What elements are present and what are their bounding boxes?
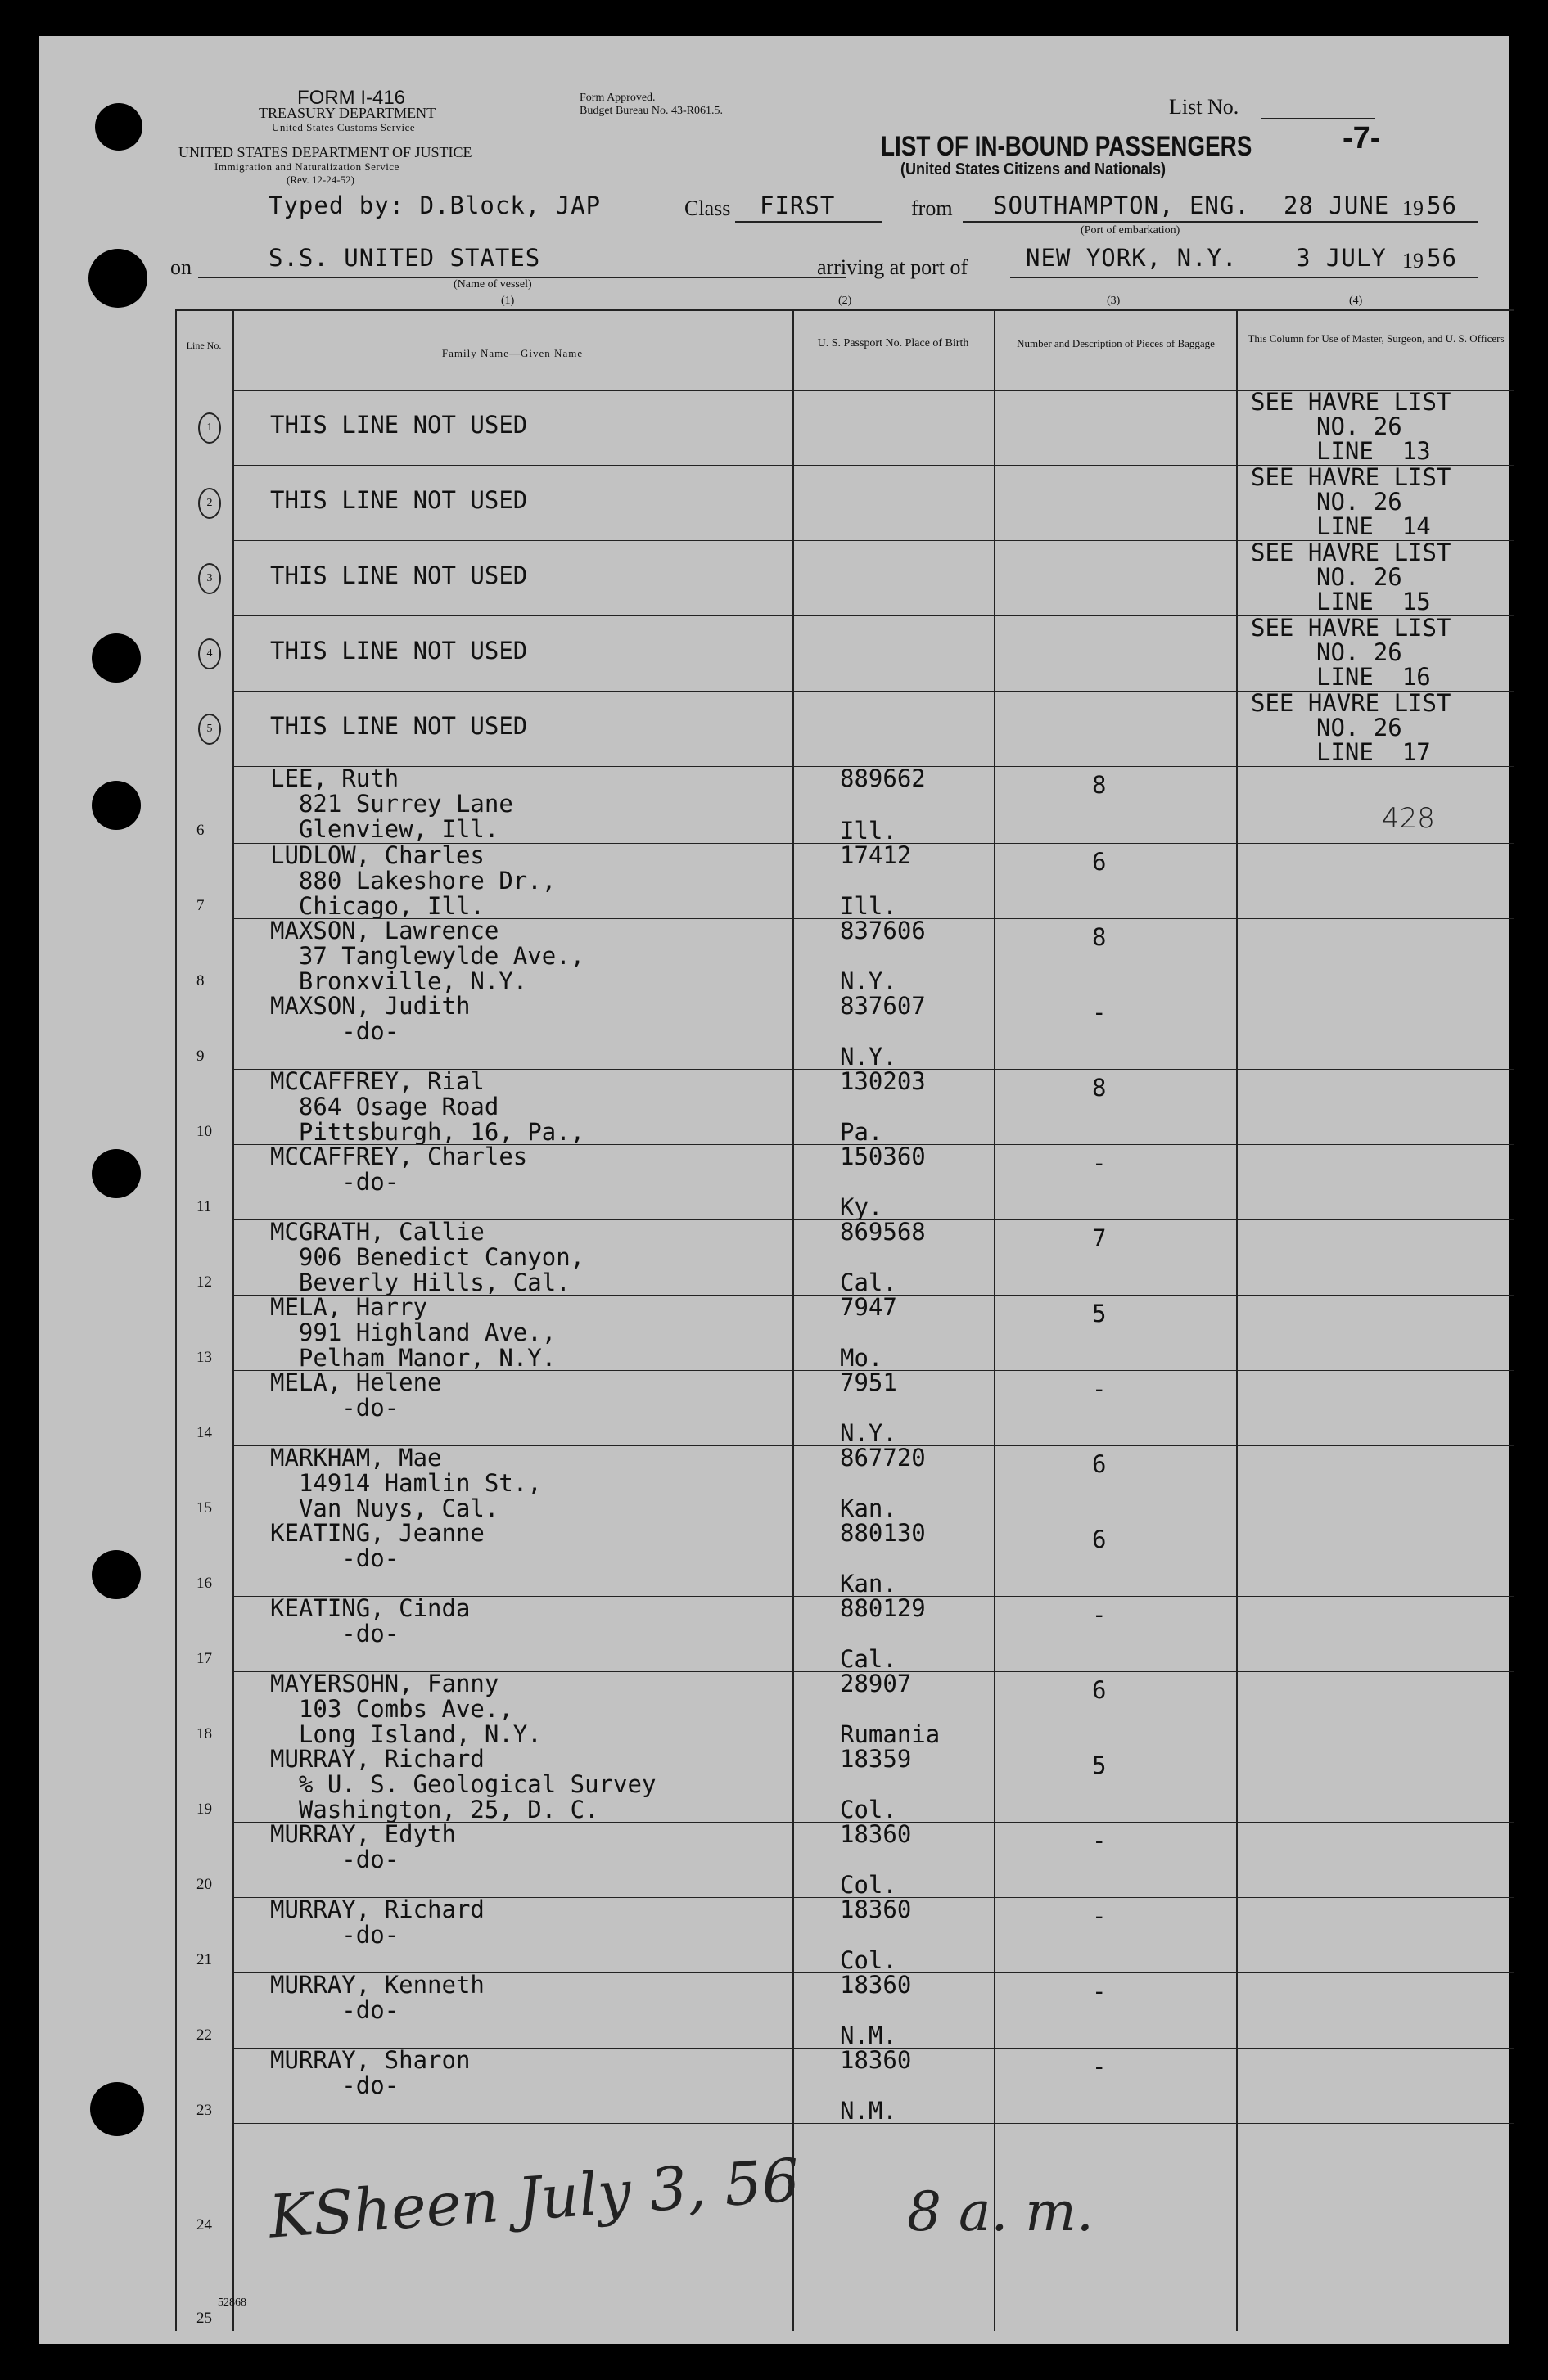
passenger-name: MELA, Harry 991 Highland Ave., Pelham Manor, N.Y. bbox=[270, 1293, 557, 1372]
remark-note: 428 bbox=[1382, 802, 1435, 835]
passenger-name: LUDLOW, Charles 880 Lakeshore Dr., Chicago, Ill. bbox=[270, 841, 557, 920]
punch-hole bbox=[92, 633, 141, 683]
passenger-name: THIS LINE NOT USED bbox=[270, 561, 528, 589]
on-label: on bbox=[170, 255, 192, 279]
from-year-prefix: 19 bbox=[1402, 196, 1424, 220]
punch-hole bbox=[92, 1550, 141, 1599]
passport-number: 889662 bbox=[840, 764, 926, 792]
baggage-count: 8 bbox=[1092, 771, 1107, 799]
officer-remark: SEE HAVRE LIST bbox=[1251, 689, 1451, 717]
from-date: 28 JUNE bbox=[1284, 192, 1390, 219]
officer-remark: NO. 26 bbox=[1316, 412, 1402, 440]
punch-hole bbox=[90, 2082, 144, 2136]
embark-caption: (Port of embarkation) bbox=[1081, 224, 1180, 237]
arrival-year-prefix: 19 bbox=[1402, 249, 1424, 273]
col-num-4: (4) bbox=[1349, 295, 1363, 307]
passenger-name: MAYERSOHN, Fanny 103 Combs Ave., Long Island, N.Y. bbox=[270, 1670, 542, 1748]
baggage-count: 6 bbox=[1092, 848, 1107, 876]
passport-number: 7947 bbox=[840, 1293, 897, 1321]
birth-place: Kan. bbox=[840, 1494, 897, 1522]
line-number: 9 bbox=[196, 1048, 205, 1065]
from-port: SOUTHAMPTON, ENG. bbox=[993, 192, 1250, 219]
from-label: from bbox=[911, 196, 953, 220]
passport-number: 837607 bbox=[840, 992, 926, 1020]
line-number: 5 bbox=[198, 714, 221, 745]
col-num-1: (1) bbox=[501, 295, 515, 307]
line-number: 25 bbox=[196, 2310, 212, 2327]
passport-number: 130203 bbox=[840, 1067, 926, 1095]
arrival-date: 3 JULY bbox=[1296, 244, 1387, 272]
form-approved: Form Approved. bbox=[580, 92, 656, 104]
baggage-count: 5 bbox=[1092, 1300, 1107, 1327]
manifest-sheet bbox=[39, 36, 1509, 2344]
birth-place: Cal. bbox=[840, 1269, 897, 1296]
line-number: 11 bbox=[196, 1198, 212, 1215]
punch-hole bbox=[95, 103, 142, 151]
baggage-count: - bbox=[1092, 998, 1107, 1026]
arrival-year: 56 bbox=[1427, 244, 1457, 272]
line-number: 3 bbox=[198, 563, 221, 594]
col-num-2: (2) bbox=[838, 295, 852, 307]
passport-number: 18360 bbox=[840, 2046, 912, 2074]
arrival-port: NEW YORK, N.Y. bbox=[1026, 244, 1238, 272]
officer-remark: SEE HAVRE LIST bbox=[1251, 539, 1451, 566]
birth-place: Col. bbox=[840, 1946, 897, 1974]
form-subtitle: (United States Citizens and Nationals) bbox=[900, 160, 1167, 178]
baggage-count: 8 bbox=[1092, 1074, 1107, 1102]
baggage-count: 5 bbox=[1092, 1751, 1107, 1779]
passport-number: 867720 bbox=[840, 1444, 926, 1472]
line-number: 20 bbox=[196, 1876, 212, 1893]
arriving-label: arriving at port of bbox=[817, 255, 968, 279]
passenger-name: THIS LINE NOT USED bbox=[270, 637, 528, 665]
passport-number: 17412 bbox=[840, 841, 912, 869]
passenger-name: LEE, Ruth 821 Surrey Lane Glenview, Ill. bbox=[270, 764, 513, 843]
baggage-count: 8 bbox=[1092, 923, 1107, 951]
treasury-dept: TREASURY DEPARTMENT bbox=[259, 105, 436, 121]
birth-place: Cal. bbox=[840, 1645, 897, 1673]
baggage-count: - bbox=[1092, 1375, 1107, 1403]
line-number: 2 bbox=[198, 488, 221, 519]
baggage-count: 7 bbox=[1092, 1224, 1107, 1252]
line-number: 18 bbox=[196, 1725, 212, 1742]
line-number: 7 bbox=[196, 897, 205, 914]
line-number: 13 bbox=[196, 1349, 212, 1366]
page-number: -7- bbox=[1343, 121, 1381, 156]
typed-by: Typed by: D.Block, JAP bbox=[269, 192, 602, 219]
birth-place: Ill. bbox=[840, 892, 897, 920]
passport-number: 18359 bbox=[840, 1745, 912, 1773]
baggage-count: 6 bbox=[1092, 1450, 1107, 1478]
line-number: 14 bbox=[196, 1424, 212, 1441]
line-number: 24 bbox=[196, 2216, 212, 2234]
line-number: 12 bbox=[196, 1273, 212, 1291]
officer-remark: LINE 13 bbox=[1316, 437, 1431, 465]
form-number: FORM I-416 bbox=[297, 87, 406, 109]
baggage-count: - bbox=[1092, 1827, 1107, 1855]
officer-remark: SEE HAVRE LIST bbox=[1251, 388, 1451, 416]
birth-place: Ill. bbox=[840, 817, 897, 845]
passenger-name: MURRAY, Sharon -do- bbox=[270, 2046, 471, 2099]
officer-remark: LINE 17 bbox=[1316, 738, 1431, 766]
passport-number: 880129 bbox=[840, 1594, 926, 1622]
line-number: 8 bbox=[196, 972, 205, 989]
vessel-caption: (Name of vessel) bbox=[454, 278, 532, 291]
birth-place: Pa. bbox=[840, 1118, 883, 1146]
baggage-count: - bbox=[1092, 1149, 1107, 1177]
baggage-count: - bbox=[1092, 2053, 1107, 2080]
passport-number: 18360 bbox=[840, 1895, 912, 1923]
passenger-name: MELA, Helene -do- bbox=[270, 1368, 442, 1422]
line-number: 17 bbox=[196, 1650, 212, 1667]
passport-number: 837606 bbox=[840, 917, 926, 944]
passenger-name: MURRAY, Kenneth -do- bbox=[270, 1971, 485, 2024]
inspector-signature: KSheen July 3, 56 bbox=[266, 2145, 802, 2252]
form-title: LIST OF IN-BOUND PASSENGERS bbox=[881, 131, 1252, 162]
passenger-name: MURRAY, Richard % U. S. Geological Survey Washington, 25, D. C. bbox=[270, 1745, 657, 1823]
ins-service: Immigration and Naturalization Service bbox=[214, 160, 399, 173]
revision: (Rev. 12-24-52) bbox=[287, 174, 354, 186]
officer-remark: LINE 14 bbox=[1316, 512, 1431, 540]
line-number: 21 bbox=[196, 1951, 212, 1968]
passport-number: 880130 bbox=[840, 1519, 926, 1547]
line-number: 16 bbox=[196, 1575, 212, 1592]
birth-place: N.Y. bbox=[840, 967, 897, 995]
officer-remark: LINE 15 bbox=[1316, 588, 1431, 615]
birth-place: Ky. bbox=[840, 1193, 883, 1221]
passenger-name: MCCAFFREY, Rial 864 Osage Road Pittsburgh, 16, Pa., bbox=[270, 1067, 585, 1146]
officer-remark: NO. 26 bbox=[1316, 563, 1402, 591]
officer-remark: SEE HAVRE LIST bbox=[1251, 614, 1451, 642]
passport-number: 7951 bbox=[840, 1368, 897, 1396]
from-year: 56 bbox=[1427, 192, 1457, 219]
punch-hole bbox=[92, 1149, 141, 1198]
header-officers: This Column for Use of Master, Surgeon, and U. S. Officers bbox=[1248, 332, 1505, 345]
birth-place: N.M. bbox=[840, 2022, 897, 2049]
list-no-label: List No. bbox=[1169, 95, 1239, 119]
passenger-name: THIS LINE NOT USED bbox=[270, 411, 528, 439]
punch-hole bbox=[92, 781, 141, 830]
header-passport: U. S. Passport No. Place of Birth bbox=[817, 337, 969, 349]
birth-place: N.Y. bbox=[840, 1419, 897, 1447]
passenger-name: MARKHAM, Mae 14914 Hamlin St., Van Nuys, Cal. bbox=[270, 1444, 542, 1522]
officer-remark: LINE 16 bbox=[1316, 663, 1431, 691]
birth-place: Rumania bbox=[840, 1720, 941, 1748]
header-line-no: Line No. bbox=[186, 340, 222, 351]
officer-remark: NO. 26 bbox=[1316, 714, 1402, 741]
passenger-name: MCCAFFREY, Charles -do- bbox=[270, 1143, 528, 1196]
baggage-count: 6 bbox=[1092, 1676, 1107, 1704]
header-name: Family Name—Given Name bbox=[441, 347, 584, 359]
passport-number: 18360 bbox=[840, 1971, 912, 1999]
justice-dept: UNITED STATES DEPARTMENT OF JUSTICE bbox=[178, 144, 472, 160]
vessel-name: S.S. UNITED STATES bbox=[269, 244, 541, 272]
birth-place: Col. bbox=[840, 1796, 897, 1823]
passenger-name: THIS LINE NOT USED bbox=[270, 486, 528, 514]
baggage-count: - bbox=[1092, 1902, 1107, 1930]
time-note: 8 a. m. bbox=[907, 2180, 1094, 2243]
birth-place: N.Y. bbox=[840, 1043, 897, 1071]
baggage-count: - bbox=[1092, 1601, 1107, 1629]
class-label: Class bbox=[684, 196, 731, 220]
class-value: FIRST bbox=[760, 192, 836, 219]
birth-place: Kan. bbox=[840, 1570, 897, 1598]
officer-remark: NO. 26 bbox=[1316, 638, 1402, 666]
birth-place: Col. bbox=[840, 1871, 897, 1899]
passenger-name: KEATING, Jeanne -do- bbox=[270, 1519, 485, 1572]
line-number: 10 bbox=[196, 1123, 212, 1140]
passport-number: 150360 bbox=[840, 1143, 926, 1170]
birth-place: Mo. bbox=[840, 1344, 883, 1372]
passenger-name: MCGRATH, Callie 906 Benedict Canyon, Beverly Hills, Cal. bbox=[270, 1218, 585, 1296]
line-number: 1 bbox=[198, 412, 221, 444]
line-number: 22 bbox=[196, 2026, 212, 2044]
passenger-name: MAXSON, Lawrence 37 Tanglewylde Ave., Bronxville, N.Y. bbox=[270, 917, 585, 995]
passenger-name: THIS LINE NOT USED bbox=[270, 712, 528, 740]
passport-number: 18360 bbox=[840, 1820, 912, 1848]
line-number: 15 bbox=[196, 1499, 212, 1517]
officer-remark: SEE HAVRE LIST bbox=[1251, 463, 1451, 491]
passenger-name: MURRAY, Edyth -do- bbox=[270, 1820, 456, 1873]
line-number: 6 bbox=[196, 822, 205, 839]
passenger-name: MAXSON, Judith -do- bbox=[270, 992, 471, 1045]
customs-service: United States Customs Service bbox=[272, 121, 416, 133]
passport-number: 869568 bbox=[840, 1218, 926, 1246]
punch-hole bbox=[88, 249, 147, 308]
header-baggage: Number and Description of Pieces of Baggage bbox=[1017, 337, 1215, 349]
budget-bureau: Budget Bureau No. 43-R061.5. bbox=[580, 105, 723, 117]
passenger-name: KEATING, Cinda -do- bbox=[270, 1594, 471, 1648]
baggage-count: - bbox=[1092, 1977, 1107, 2005]
passenger-name: MURRAY, Richard -do- bbox=[270, 1895, 485, 1949]
line-number: 4 bbox=[198, 638, 221, 669]
officer-remark: NO. 26 bbox=[1316, 488, 1402, 516]
col-num-3: (3) bbox=[1107, 295, 1121, 307]
footer-code: 52868 bbox=[218, 2297, 246, 2309]
line-number: 23 bbox=[196, 2102, 212, 2119]
baggage-count: 6 bbox=[1092, 1526, 1107, 1553]
line-number: 19 bbox=[196, 1801, 212, 1818]
birth-place: N.M. bbox=[840, 2097, 897, 2125]
passport-number: 28907 bbox=[840, 1670, 912, 1697]
